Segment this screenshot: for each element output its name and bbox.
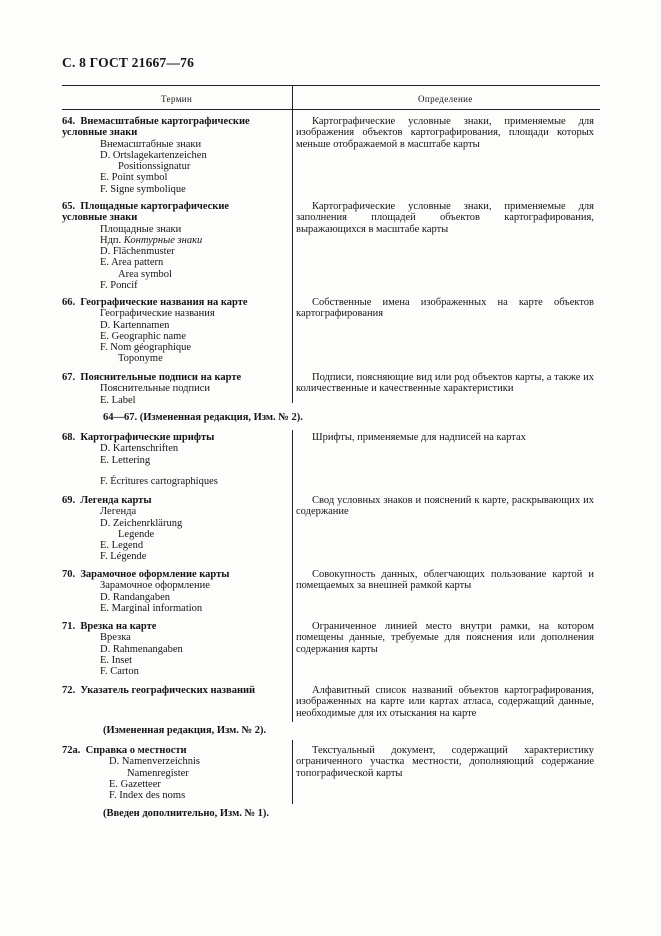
term-translation: E. Marginal information [100, 602, 203, 614]
term-title: Пояснительные подписи на карте [80, 372, 242, 383]
table-top-rule [62, 85, 600, 86]
definition-71: Ограниченное линией место внутри рамки, на котором помещены данные, требуемые для пояснения или дополнения содержания карты [296, 621, 594, 655]
term-translation: F. Signe symbolique [100, 183, 186, 195]
term-number: 66. [62, 297, 76, 308]
term-translation: D. Kartenschriften [100, 443, 179, 455]
term-translation: Toponyme [118, 353, 163, 365]
term-number: 70. [62, 569, 76, 580]
column-divider [292, 85, 293, 403]
term-synonym: Площадные знаки [100, 223, 182, 235]
term-entry-71 [62, 621, 288, 677]
term-translation: E. Area pattern [100, 257, 164, 269]
term-translation: E. Legend [100, 540, 144, 552]
term-translation: Area symbol [118, 268, 172, 280]
term-translation: D. Zeichenrklärung [100, 517, 183, 529]
column-header-definition: Определение [418, 94, 473, 104]
term-number: 68. [62, 432, 76, 443]
term-translation: E. Point symbol [100, 172, 168, 184]
term-number: 72. [62, 685, 76, 696]
term-translation: E. Geographic name [100, 330, 187, 342]
term-number: 71. [62, 621, 76, 632]
definition-70: Совокупность данных, облегчающих пользование картой и помещаемых за внешней рамкой карты [296, 569, 594, 592]
term-translation: F. Nom géographique [100, 342, 192, 354]
term-synonym: Зарамочное оформление [100, 580, 210, 592]
term-synonym: Внемасштабные знаки [100, 138, 202, 150]
term-number: 64. [62, 116, 76, 127]
term-title: Врезка на карте [80, 621, 157, 632]
amendment-note: 64—67. (Измененная редакция, Изм. № 2). [103, 412, 303, 423]
definition-66: Собственные имена изображенных на карте объектов картографирования [296, 297, 594, 320]
term-translation: Legende [118, 528, 155, 540]
deprecated-term: Контурные знаки [123, 234, 203, 246]
term-entry-65 [62, 201, 288, 291]
page-header: С. 8 ГОСТ 21667—76 [62, 55, 195, 70]
term-number: 69. [62, 495, 76, 506]
term-synonym: Географические названия [100, 308, 215, 320]
term-translation: F. Poncif [100, 280, 138, 292]
term-translation: D. Rahmenangaben [100, 643, 183, 655]
term-translation: F. Légende [100, 551, 147, 563]
definition-72: Алфавитный список названий объектов картографирования, изображенных на карте или картах атласа, содержащий данные, необходимые для их отыскания на карте [296, 685, 594, 719]
term-translation: D. Kartennamen [100, 319, 170, 331]
addition-note: (Введен дополнительно, Изм. № 1). [103, 808, 270, 819]
term-number: 65. [62, 201, 76, 212]
term-entry-64 [62, 116, 288, 195]
column-divider [292, 430, 293, 722]
term-translation: Positionssignatur [118, 161, 191, 173]
term-title: Зарамочное оформление карты [80, 569, 230, 580]
definition-69: Свод условных знаков и пояснений к карте, раскрывающих их содержание [296, 495, 594, 518]
column-header-term: Термин [161, 94, 193, 104]
term-title: Площадные картографические [80, 201, 230, 212]
term-translation: F. Carton [100, 666, 139, 678]
term-entry-68 [62, 432, 288, 487]
definition-68: Шрифты, применяемые для надписей на картах [312, 432, 526, 443]
term-entry-66 [62, 297, 288, 365]
term-title: Легенда карты [80, 495, 152, 506]
term-translation: E. Lettering [100, 454, 151, 466]
column-divider [292, 740, 293, 804]
term-translation: D. Namenverzeichnis [109, 756, 200, 768]
amendment-note: (Измененная редакция, Изм. № 2). [103, 725, 267, 736]
definition-64: Картографические условные знаки, применяемые для изображения объектов картографирования, площади которых меньше отображаемой в масштабе карты [296, 116, 594, 150]
term-synonym: Врезка [100, 632, 131, 644]
term-title: условные знаки [62, 127, 138, 139]
term-translation: E. Inset [100, 654, 133, 666]
definition-65: Картографические условные знаки, применяемые для заполнения площадей объектов картографирования, выражающихся в масштабе карты [296, 201, 594, 235]
table-header-rule [62, 109, 600, 110]
term-translation: Namenregister [127, 767, 189, 779]
term-entry-72a [62, 745, 288, 801]
term-title: Внемасштабные картографические [80, 116, 250, 127]
term-entry-67 [62, 372, 288, 406]
term-deprecated [62, 235, 288, 246]
term-translation: D. Flächenmuster [100, 246, 175, 258]
term-translation: D. Ortslagekartenzeichen [100, 149, 207, 161]
term-entry-70 [62, 569, 288, 614]
term-title: Географические названия на карте [80, 297, 248, 308]
term-translation: E. Gazetteer [109, 778, 161, 790]
term-synonym: Пояснительные подписи [100, 383, 211, 395]
term-entry-69 [62, 495, 288, 563]
term-number: 67. [62, 372, 76, 383]
definition-72a: Текстуальный документ, содержащий характеристику ограниченного участка местности, дополняющий содержание топографической карты [296, 745, 594, 779]
term-title: Картографические шрифты [80, 432, 215, 443]
term-title: Справка о местности [85, 745, 187, 756]
term-translation: F. Écritures cartographiques [100, 475, 218, 487]
term-entry-72 [62, 685, 288, 696]
term-number: 72а. [62, 745, 81, 756]
deprecated-label: Ндп. [100, 234, 122, 246]
term-translation: D. Randangaben [100, 591, 170, 603]
term-title: Указатель географических названий [80, 685, 256, 696]
term-synonym: Легенда [100, 506, 137, 518]
definition-67: Подписи, поясняющие вид или род объектов карты, а также их количественные и качественные характеристики [296, 372, 594, 395]
term-translation: E. Label [100, 394, 136, 406]
term-title: условные знаки [62, 212, 138, 224]
term-translation: F. Index des noms [109, 790, 186, 802]
